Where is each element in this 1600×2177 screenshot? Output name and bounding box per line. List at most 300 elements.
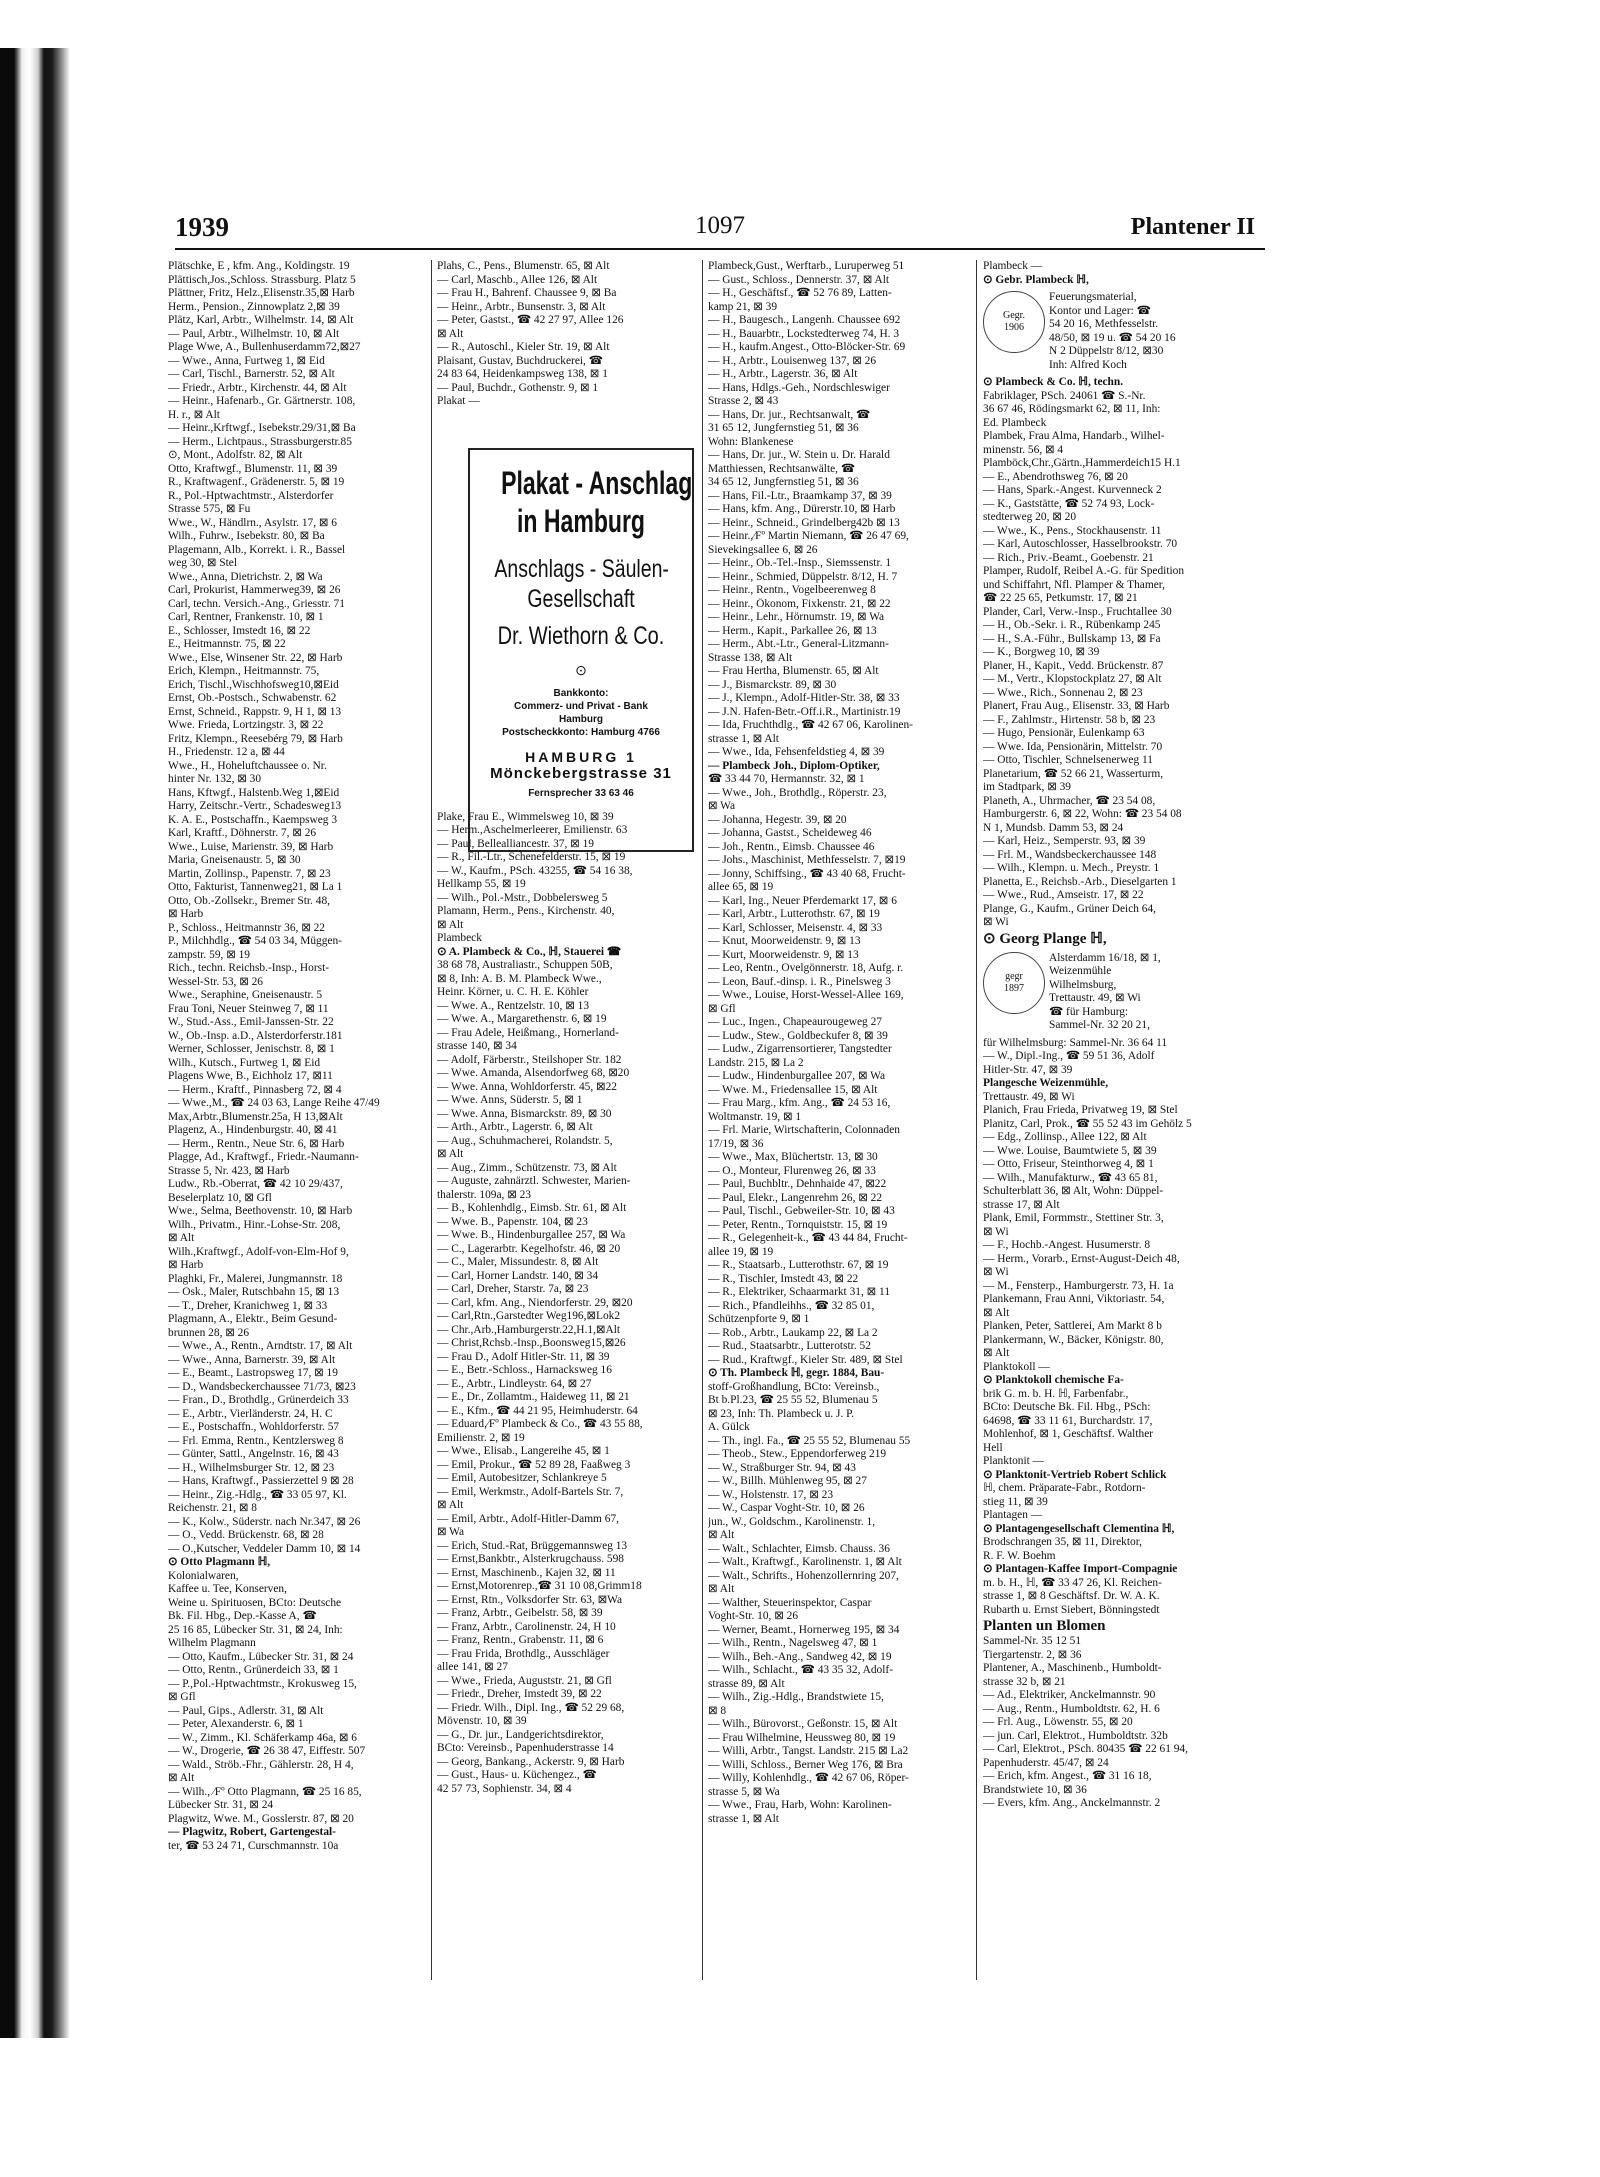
directory-entry: — Carl, Maschb., Allee 126, ⊠ Alt [437, 273, 598, 286]
directory-entry: Carl, Rentner, Frankenstr. 10, ⊠ 1 [168, 611, 324, 623]
directory-entry: Wilh., Kutsch., Furtweg 1, ⊠ Eid [168, 1056, 321, 1069]
directory-entry: Hitler-Str. 47, ⊠ 39 [983, 1063, 1073, 1076]
directory-entry: thalerstr. 109a, ⊠ 23 [437, 1188, 532, 1201]
directory-entry: — Friedr. Wilh., Dipl. Ing., ☎ 52 29 68, [437, 1701, 625, 1714]
directory-entry: — Wilh., Schlacht., ☎ 43 35 32, Adolf- [708, 1664, 893, 1676]
directory-entry: — Wilh., Pol.-Mstr., Dobbelersweg 5 [437, 891, 608, 904]
directory-entry: — R., Tischler, Imstedt 43, ⊠ 22 [708, 1272, 859, 1285]
directory-entry: — E., Dr., Zollamtm., Haideweg 11, ⊠ 21 [437, 1391, 630, 1403]
directory-entry: Wwe., Anna, Dietrichstr. 2, ⊠ Wa [168, 570, 323, 583]
directory-entry: 24 83 64, Heidenkampsweg 138, ⊠ 1 [437, 368, 608, 380]
directory-entry: Plaghki, Fr., Malerei, Jungmannstr. 18 [168, 1272, 343, 1285]
directory-entry: — Karl, Arbtr., Lutterothstr. 67, ⊠ 19 [708, 908, 880, 920]
directory-entry: — Hans, Fil.-Ltr., Braamkamp 37, ⊠ 39 [708, 489, 892, 502]
directory-entry: ⊠ Wi [983, 1266, 1009, 1278]
seal-year: 1906 [1004, 322, 1024, 333]
column-rule [431, 260, 432, 1980]
directory-entry: — Johanna, Gastst., Scheideweg 46 [708, 827, 872, 839]
ad-street: Mönckebergstrasse 31 [490, 765, 672, 782]
directory-entry: Plambeck,Gust., Werftarb., Luruperweg 51 [708, 260, 905, 272]
directory-entry: Strasse 138, ⊠ Alt [708, 651, 793, 664]
directory-entry: — W., Dipl.-Ing., ☎ 59 51 36, Adolf [983, 1050, 1155, 1062]
directory-entry: Wwe. Frieda, Lortzingstr. 3, ⊠ 22 [168, 719, 324, 731]
directory-entry: Strasse 575, ⊠ Fu [168, 503, 251, 515]
directory-entry: — Wilh., Rentn., Nagelsweg 47, ⊠ 1 [708, 1637, 878, 1649]
directory-entry: allee 65, ⊠ 19 [708, 881, 774, 893]
directory-entry: Wilh., Privatm., Hinr.-Lohse-Str. 208, [168, 1218, 341, 1231]
directory-entry: ⊙ Plantagen-Kaffee Import-Compagnie [983, 1563, 1178, 1575]
directory-entry: — Ernst,Motorenrep.,☎ 31 10 08,Grimm18 [437, 1580, 642, 1592]
directory-entry: 36 67 46, Rödingsmarkt 62, ⊠ 11, Inh: [983, 403, 1161, 415]
directory-entry: ⊠ Wa [708, 800, 736, 812]
ad-title-2: in Hamburg [516, 503, 646, 539]
directory-entry: — H., Wilhelmsburger Str. 12, ⊠ 23 [168, 1461, 335, 1474]
directory-entry: — Johanna, Hegestr. 39, ⊠ 20 [708, 813, 847, 826]
directory-entry: — Frl. Marie, Wirtschafterin, Colonnaden [708, 1124, 900, 1136]
directory-entry: — Karl, Heiz., Semperstr. 93, ⊠ 39 [983, 835, 1146, 847]
directory-entry: — W., Holstenstr. 17, ⊠ 23 [708, 1488, 834, 1501]
ad-bank-2: Hamburg [559, 714, 603, 725]
directory-entry: — Peter, Rentn., Tornquiststr. 15, ⊠ 19 [708, 1218, 888, 1231]
directory-entry: Weizenmühle [1049, 965, 1112, 977]
directory-entry: — Heinr.,⁄Fº Martin Niemann, ☎ 26 47 69, [708, 530, 909, 542]
directory-entry: — H., Bauarbtr., Lockstedterweg 74, H. 3 [708, 327, 900, 340]
directory-entry: — C., Lagerarbtr. Kegelhofstr. 46, ⊠ 20 [437, 1242, 621, 1255]
directory-entry: — Ludw., Zigarrensortierer, Tangstedter [708, 1043, 892, 1055]
directory-entry: P., Schloss., Heitmannstr 36, ⊠ 22 [168, 921, 325, 934]
directory-entry: — K., Borgweg 10, ⊠ 39 [983, 646, 1100, 658]
directory-entry: — Heinr., Schmied, Düppelstr. 8/12, H. 7 [708, 570, 898, 583]
directory-entry: Plank, Emil, Formmstr., Stettiner Str. 3, [983, 1212, 1164, 1224]
directory-entry: — Wwe. B., Papenstr. 104, ⊠ 23 [437, 1215, 588, 1228]
directory-entry: Plange, G., Kaufm., Grüner Deich 64, [983, 902, 1157, 915]
directory-entry: — Wald., Ströb.-Fhr., Gählerstr. 28, H 4, [168, 1758, 354, 1771]
directory-entry: Trettaustr. 49, ⊠ Wi [983, 1090, 1075, 1103]
directory-entry: Otto, Kraftwgf., Blumenstr. 11, ⊠ 39 [168, 462, 338, 475]
directory-entry: — Heinr., Zig.-Hdlg., ☎ 33 05 97, Kl. [168, 1488, 347, 1501]
directory-entry: ⊠ Alt [437, 918, 464, 931]
directory-entry: ⊠ 8 [708, 1704, 727, 1717]
directory-entry: stedterweg 20, ⊠ 20 [983, 511, 1077, 523]
directory-entry: — J.N. Hafen-Betr.-Off.i.R., Martinistr.19 [708, 705, 901, 718]
header-page-number: 1097 [695, 212, 745, 239]
directory-entry: — Frau Hertha, Blumenstr. 65, ⊠ Alt [708, 665, 879, 677]
directory-entry: — J., Bismarckstr. 89, ⊠ 30 [708, 678, 837, 691]
directory-entry: BCto: Deutsche Bk. Fil. Hbg., PSch: [983, 1401, 1151, 1413]
directory-entry: 54 20 16, Methfesselstr. [1049, 318, 1159, 330]
directory-entry: kamp 21, ⊠ 39 [708, 300, 778, 313]
directory-entry: ⊙ Otto Plagmann ℍ, [168, 1556, 271, 1568]
directory-entry: — Frau Wilhelmine, Heussweg 80, ⊠ 19 [708, 1731, 896, 1744]
directory-entry: — G., Dr. jur., Landgerichtsdirektor, [437, 1728, 604, 1741]
directory-entry: — Heinr., Hafenarb., Gr. Gärtnerstr. 108, [168, 395, 356, 407]
directory-entry: — Heinr., Schneid., Grindelberg42b ⊠ 13 [708, 516, 900, 529]
directory-entry: — Franz, Arbtr., Carolinenstr. 24, H 10 [437, 1620, 616, 1633]
directory-entry: — Wwe. Anna, Wohldorferstr. 45, ⊠22 [437, 1080, 617, 1093]
directory-entry: — Wwe.,M., ☎ 24 03 63, Lange Reihe 47/49 [168, 1097, 380, 1109]
directory-entry: — Carl, Horner Landstr. 140, ⊠ 34 [437, 1269, 599, 1282]
directory-entry: Feuerungsmaterial, [1049, 291, 1137, 303]
directory-entry: — Frau Marg., kfm. Ang., ☎ 24 53 16, [708, 1097, 891, 1109]
directory-entry: — Wwe. Anna, Bismarckstr. 89, ⊠ 30 [437, 1107, 612, 1120]
directory-entry: Emilienstr. 2, ⊠ 19 [437, 1431, 525, 1444]
directory-entry: Ed. Plambeck [983, 416, 1047, 429]
directory-entry: — Rich., Pfandleihhs., ☎ 32 85 01, [708, 1299, 875, 1312]
directory-entry: — E., Arbtr., Vierländerstr. 24, H. C [168, 1407, 333, 1420]
directory-entry: — Heinr., Ob.-Tel.-Insp., Siemssenstr. 1 [708, 557, 892, 569]
directory-entry: — Wwe., Louise, Horst-Wessel-Allee 169, [708, 989, 904, 1001]
directory-entry: Plamann, Herm., Pens., Kirchenstr. 40, [437, 905, 615, 917]
directory-entry: Planten un Blomen [983, 1618, 1106, 1634]
directory-entry: R., Pol.-Hptwachtmstr., Alsterdorfer [168, 489, 334, 502]
directory-entry: ⊠ Alt [437, 1499, 464, 1511]
directory-entry: — Leon, Bauf.-dinsp. i. R., Pinelsweg 3 [708, 975, 891, 988]
directory-entry: — Ludw., Stew., Goldbeckufer 8, ⊠ 39 [708, 1029, 888, 1042]
directory-entry: — F., Hochb.-Angest. Husumerstr. 8 [983, 1239, 1151, 1251]
directory-entry: — Frau H., Bahrenf. Chaussee 9, ⊠ Ba [437, 287, 617, 299]
directory-entry: — Eduard,⁄Fº Plambeck & Co., ☎ 43 55 88, [437, 1418, 643, 1430]
directory-entry: ⊠ Wi [983, 916, 1009, 928]
plakat-advertisement [468, 448, 694, 852]
directory-entry: — H., Ob.-Sekr. i. R., Rübenkamp 245 [983, 619, 1161, 631]
directory-entry: — Herm., Kraftf., Pinnasberg 72, ⊠ 4 [168, 1083, 342, 1096]
directory-entry: — W., Straßburger Str. 94, ⊠ 43 [708, 1461, 856, 1474]
directory-entry: Plakat — [437, 395, 480, 407]
directory-entry: K. A. E., Postschaffn., Kaempsweg 3 [168, 813, 338, 826]
directory-entry: — Frl. M., Wandsbeckerchaussee 148 [983, 848, 1157, 861]
directory-entry: stieg 11, ⊠ 39 [983, 1495, 1048, 1508]
directory-entry: — Johs., Maschinist, Methfesselstr. 7, ⊠19 [708, 854, 906, 866]
directory-entry: — Christ,Rchsb.-Insp.,Boonsweg15,⊠26 [437, 1337, 626, 1349]
directory-entry: Beselerplatz 10, ⊠ Gfl [168, 1191, 272, 1204]
directory-entry: — Wwe. Ida, Pensionärin, Mittelstr. 70 [983, 740, 1163, 753]
directory-entry: Voght-Str. 10, ⊠ 26 [708, 1610, 799, 1622]
directory-entry: — Evers, kfm. Ang., Anckelmannstr. 2 [983, 1797, 1161, 1809]
directory-entry: Plagge, Ad., Kraftwgf., Friedr.-Naumann- [168, 1151, 359, 1163]
directory-entry: Rich., techn. Reichsb.-Insp., Horst- [168, 962, 330, 974]
directory-entry: ⊙ Plantagengesellschaft Clementina ℍ, [983, 1522, 1175, 1535]
directory-entry: P., Milchhdlg., ☎ 54 03 34, Müggen- [168, 935, 342, 947]
directory-entry: — Wwe. B., Hindenburgallee 257, ⊠ Wa [437, 1229, 626, 1241]
directory-entry: — T., Dreher, Kranichweg 1, ⊠ 33 [168, 1299, 328, 1312]
directory-entry: — Leo, Rentn., Ovelgönnerstr. 18, Aufg. r. [708, 962, 904, 974]
directory-entry: — Wwe., Anna, Furtweg 1, ⊠ Eid [168, 354, 325, 367]
directory-entry: ☎ für Hamburg: [1049, 1005, 1129, 1018]
directory-entry: — Otto, Rentn., Grünerdeich 33, ⊠ 1 [168, 1664, 339, 1676]
directory-entry: Plätz, Karl, Arbtr., Wilhelmstr. 14, ⊠ Alt [168, 314, 354, 326]
directory-entry: Max,Arbtr.,Blumenstr.25a, H 13,⊠Alt [168, 1110, 343, 1123]
directory-entry: Plagmann, A., Elektr., Beim Gesund- [168, 1313, 338, 1325]
directory-entry: Bt b.Pl.23, ☎ 25 55 52, Blumenau 5 [708, 1394, 878, 1406]
directory-entry: Hans, Kftwgf., Halstenb.Weg 1,⊠Eid [168, 786, 340, 799]
directory-entry: ☎ 22 25 65, Petkumstr. 17, ⊠ 21 [983, 592, 1138, 604]
directory-entry: — Carl, Dreher, Starstr. 7a, ⊠ 23 [437, 1283, 589, 1295]
directory-entry: Plake, Frau E., Wimmelsweg 10, ⊠ 39 [437, 810, 614, 823]
directory-entry: Kontor und Lager: ☎ [1049, 304, 1151, 317]
directory-entry: Brodschrangen 35, ⊠ 11, Direktor, [983, 1536, 1142, 1548]
directory-entry: — Ad., Elektriker, Anckelmannstr. 90 [983, 1689, 1156, 1701]
directory-entry: ⊠ Alt [168, 1232, 195, 1244]
directory-entry: — Wwe. Amanda, Alsendorfweg 68, ⊠20 [437, 1067, 630, 1079]
directory-entry: strasse 1, ⊠ 8 Geschäftsf. Dr. W. A. K. [983, 1590, 1160, 1602]
directory-entry: ⊠ Alt [708, 1529, 735, 1541]
directory-entry: — Wwe. A., Rentzelstr. 10, ⊠ 13 [437, 999, 590, 1012]
directory-entry: E., Schlosser, Imstedt 16, ⊠ 22 [168, 624, 311, 637]
directory-entry: — Edg., Zollinsp., Allee 122, ⊠ Alt [983, 1131, 1147, 1143]
column-1 [168, 260, 426, 1950]
directory-entry: allee 141, ⊠ 27 [437, 1661, 508, 1673]
directory-entry: — W., Kaufm., PSch. 43255, ☎ 54 16 38, [437, 864, 633, 877]
directory-entry: — W., Drogerie, ☎ 26 38 47, Eiffestr. 507 [168, 1745, 366, 1757]
directory-entry: — R., Fil.-Ltr., Schenefelderstr. 15, ⊠ 19 [437, 851, 626, 863]
directory-entry: Wwe., Luise, Marienstr. 39, ⊠ Harb [168, 840, 334, 853]
directory-entry: — E., Arbtr., Lindleystr. 64, ⊠ 27 [437, 1377, 592, 1390]
directory-entry: — Jonny, Schiffsing., ☎ 43 40 68, Frucht- [708, 867, 906, 880]
directory-entry: — Walt., Schlachter, Eimsb. Chauss. 36 [708, 1542, 890, 1555]
directory-entry: Planetarium, ☎ 52 66 21, Wasserturm, [983, 767, 1164, 780]
directory-entry: Mohlenhof, ⊠ 1, Geschäftsf. Walther [983, 1428, 1154, 1440]
directory-entry: — Rud., Kraftwgf., Kieler Str. 489, ⊠ Stel [708, 1353, 903, 1366]
directory-entry: strasse 89, ⊠ Alt [708, 1677, 785, 1690]
directory-entry: Alsterdamm 16/18, ⊠ 1, [1049, 951, 1161, 964]
directory-entry: Plantagen — [983, 1509, 1043, 1521]
directory-entry: — Wwe., Anna, Barnerstr. 39, ⊠ Alt [168, 1353, 336, 1366]
directory-entry: Fritz, Klempn., Reesebérg 79, ⊠ Harb [168, 732, 343, 745]
directory-entry: — Heinr.,Krftwgf., Isebekstr.29/31,⊠ Ba [168, 422, 356, 434]
directory-entry: Mövenstr. 10, ⊠ 39 [437, 1715, 527, 1727]
directory-entry: strasse 140, ⊠ 34 [437, 1040, 517, 1052]
directory-entry: BCto: Vereinsb., Papenhuderstrasse 14 [437, 1742, 614, 1754]
directory-entry: — Emil, Prokur., ☎ 52 89 28, Faaßweg 3 [437, 1458, 631, 1471]
directory-entry: — Hugo, Pensionär, Eulenkamp 63 [983, 727, 1145, 739]
directory-entry: ⊠ Gfl [708, 1002, 736, 1015]
directory-entry: 34 65 12, Jungfernstieg 51, ⊠ 36 [708, 476, 859, 488]
directory-entry: Reichenstr. 21, ⊠ 8 [168, 1502, 257, 1514]
directory-entry: Plättner, Fritz, Helz.,Elisenstr.35,⊠ Harb [168, 287, 355, 299]
directory-entry: — Franz, Rentn., Grabenstr. 11, ⊠ 6 [437, 1634, 604, 1646]
directory-entry: Wwe., Selma, Beethovenstr. 10, ⊠ Harb [168, 1205, 353, 1217]
directory-entry: ⊙ Gebr. Plambeck ℍ, [983, 273, 1089, 286]
directory-entry: — W., Billh. Mühlenweg 95, ⊠ 27 [708, 1475, 867, 1487]
directory-entry: Plangesche Weizenmühle, [983, 1077, 1109, 1089]
column-rule [702, 260, 703, 1980]
directory-entry: — Osk., Maler, Rutschbahn 15, ⊠ 13 [168, 1286, 340, 1298]
directory-entry: — K., Gaststätte, ☎ 52 74 93, Lock- [983, 497, 1155, 510]
directory-entry: — E., Betr.-Schloss., Harnacksweg 16 [437, 1364, 612, 1376]
directory-entry: ⊠ Wa [437, 1526, 465, 1538]
directory-entry: Planitz, Carl, Prok., ☎ 55 52 43 im Gehölz 5 [983, 1117, 1192, 1130]
directory-entry: Wessel-Str. 53, ⊠ 26 [168, 975, 264, 988]
directory-entry: Plankemann, Frau Anni, Viktoriastr. 54, [983, 1293, 1165, 1305]
directory-entry: Ludw., Rb.-Oberrat, ☎ 42 10 29/437, [168, 1178, 343, 1190]
directory-entry: — Walt., Kraftwgf., Karolinenstr. 1, ⊠ Alt [708, 1556, 902, 1568]
directory-entry: Wilhelmsburg, [1049, 978, 1117, 991]
directory-entry: — Carl, Tischl., Barnerstr. 52, ⊠ Alt [168, 368, 335, 380]
directory-entry: Karl, Kraftf., Döhnerstr. 7, ⊠ 26 [168, 827, 317, 839]
directory-entry: Schulterblatt 36, ⊠ Alt, Wohn: Düppel- [983, 1185, 1164, 1197]
directory-entry: — Willy, Kohlenhdlg., ☎ 42 67 06, Röper- [708, 1772, 909, 1784]
directory-entry: — P.,Pol.-Hptwachtmstr., Krokusweg 15, [168, 1677, 357, 1690]
directory-entry: — O.,Kutscher, Veddeler Damm 10, ⊠ 14 [168, 1542, 361, 1555]
directory-entry: — R., Autoschl., Kieler Str. 19, ⊠ Alt [437, 341, 610, 353]
directory-entry: Plambeck [437, 932, 482, 944]
directory-entry: Hamburgerstr. 6, ⊠ 22, Wohn: ☎ 23 54 08 [983, 808, 1182, 820]
directory-entry: — Karl, Schlosser, Meisenstr. 4, ⊠ 33 [708, 921, 883, 934]
directory-entry: Wwe., Else, Winsener Str. 22, ⊠ Harb [168, 651, 343, 664]
directory-entry: — Gust., Schloss., Dennerstr. 37, ⊠ Alt [708, 273, 890, 286]
seal-emblem-icon [983, 952, 1045, 1014]
directory-entry: Plamböck,Chr.,Gärtn.,Hammerdeich15 H.1 [983, 457, 1181, 469]
directory-entry: — H., Baugesch., Langenh. Chaussee 692 [708, 314, 901, 326]
directory-entry: Planeth, A., Uhrmacher, ☎ 23 54 08, [983, 794, 1156, 807]
ad-subtitle: Anschlags - Säulen- [494, 555, 669, 583]
directory-entry: Wwe., W., Händlrn., Asylstr. 17, ⊠ 6 [168, 516, 338, 529]
directory-entry: brik G. m. b. H. ℍ, Farbenfabr., [983, 1387, 1129, 1400]
directory-entry: — Emil, Arbtr., Adolf-Hitler-Damm 67, [437, 1512, 619, 1525]
directory-entry: und Schiffahrt, Nfl. Plamper & Thamer, [983, 578, 1165, 591]
directory-entry: W., Stud.-Ass., Emil-Janssen-Str. 22 [168, 1016, 334, 1028]
directory-entry: Erich, Tischl.,Wischhofsweg10,⊠Eid [168, 678, 339, 691]
directory-entry: Herm., Pension., Zinnowplatz 2,⊠ 39 [168, 300, 340, 313]
directory-entry: — Rich., Priv.-Beamt., Goebenstr. 21 [983, 551, 1154, 564]
directory-entry: — Franz, Arbtr., Geibelstr. 58, ⊠ 39 [437, 1607, 603, 1619]
directory-entry: Schützenpforte 9, ⊠ 1 [708, 1313, 810, 1325]
directory-entry: — E., Kfm., ☎ 44 21 95, Heimhuderstr. 64 [437, 1404, 638, 1417]
directory-entry: — Karl, Autoschlosser, Hasselbrookstr. 70 [983, 538, 1178, 550]
directory-entry: Planich, Frau Frieda, Privatweg 19, ⊠ Stel [983, 1104, 1178, 1116]
directory-entry: — Emil, Autobesitzer, Schlankreye 5 [437, 1472, 607, 1484]
directory-entry: — Chr.,Arb.,Hamburgerstr.22,H.1,⊠Alt [437, 1323, 621, 1336]
directory-entry: — Wwe. M., Friedensallee 15, ⊠ Alt [708, 1083, 878, 1096]
directory-entry: ⊙ Plambeck & Co. ℍ, techn. [983, 376, 1124, 388]
ad-postcheck: Postscheckkonto: Hamburg 4766 [502, 727, 660, 738]
page-header [175, 210, 1265, 250]
directory-entry: zampstr. 59, ⊠ 19 [168, 948, 250, 961]
directory-entry: Plagenz, A., Hindenburgstr. 40, ⊠ 41 [168, 1124, 338, 1136]
directory-entry: — Willi, Schloss., Berner Weg 176, ⊠ Bra [708, 1758, 903, 1771]
directory-entry: — Aug., Rentn., Humboldtstr. 62, H. 6 [983, 1702, 1160, 1715]
directory-entry: Wwe., Seraphine, Gneisenaustr. 5 [168, 989, 323, 1001]
directory-entry: Plahs, C., Pens., Blumenstr. 65, ⊠ Alt [437, 260, 610, 272]
directory-entry: — Herm.,Aschelmerleerer, Emilienstr. 63 [437, 824, 628, 836]
directory-entry: — Aug., Schuhmacherei, Rolandstr. 5, [437, 1134, 613, 1147]
directory-entry: ⊠ 8, Inh: A. B. M. Plambeck Wwe., [437, 972, 602, 985]
directory-entry: — M., Fensterp., Hamburgerstr. 73, H. 1a [983, 1279, 1174, 1292]
directory-entry: 17/19, ⊠ 36 [708, 1137, 764, 1150]
directory-entry: — Hans, Dr. jur., Rechtsanwalt, ☎ [708, 408, 871, 421]
directory-entry: Ernst, Ob.-Postsch., Schwabenstr. 62 [168, 692, 337, 704]
directory-entry: — Herm., Kapit., Parkallee 26, ⊠ 13 [708, 624, 877, 637]
directory-entry: ⊠ 23, Inh: Th. Plambeck u. J. P. [708, 1407, 855, 1420]
directory-entry: — Werner, Beamt., Hornerweg 195, ⊠ 34 [708, 1623, 900, 1636]
directory-entry: — Ernst, Rtn., Volksdorfer Str. 63, ⊠Wa [437, 1593, 623, 1606]
directory-entry: — W., Caspar Voght-Str. 10, ⊠ 26 [708, 1502, 865, 1514]
directory-entry: strasse 32 b, ⊠ 21 [983, 1675, 1066, 1688]
directory-entry: — Theob., Stew., Eppendorferweg 219 [708, 1448, 887, 1460]
directory-entry: W., Ob.-Insp. a.D., Alsterdorferstr.181 [168, 1029, 343, 1042]
directory-entry: — Carl, Elektrot., PSch. 80435 ☎ 22 61 94, [983, 1743, 1188, 1755]
directory-entry: Plander, Carl, Verw.-Insp., Fruchtallee 30 [983, 605, 1172, 618]
directory-entry: Bk. Fil. Hbg., Dep.-Kasse A, ☎ [168, 1610, 317, 1622]
directory-entry: — C., Maler, Missundestr. 8, ⊠ Alt [437, 1256, 599, 1268]
directory-entry: — Ernst, Maschinenb., Kajen 32, ⊠ 11 [437, 1566, 616, 1579]
directory-entry: strasse 5, ⊠ Wa [708, 1785, 780, 1798]
directory-entry: — Joh., Rentn., Eimsb. Chaussee 46 [708, 840, 875, 853]
directory-entry: E., Heitmannstr. 75, ⊠ 22 [168, 638, 286, 650]
directory-entry: Carl, Prokurist, Hammerweg39, ⊠ 26 [168, 584, 341, 596]
directory-entry: Erich, Klempn., Heitmannstr. 75, [168, 665, 320, 677]
directory-entry: — Carl, kfm. Ang., Niendorferstr. 29, ⊠20 [437, 1296, 633, 1309]
directory-entry: — Paul, Gips., Adlerstr. 31, ⊠ Alt [168, 1704, 324, 1717]
directory-entry: Strasse 5, Nr. 423, ⊠ Harb [168, 1164, 290, 1177]
directory-entry: Martin, Zollinsp., Papenstr. 7, ⊠ 23 [168, 867, 331, 880]
directory-entry: — Herm., Rentn., Neue Str. 6, ⊠ Harb [168, 1137, 345, 1150]
directory-entry: — Wilh., Bürovorst., Geßonstr. 15, ⊠ Alt [708, 1718, 898, 1730]
directory-entry: 64698, ☎ 33 11 61, Burchardstr. 17, [983, 1414, 1153, 1427]
directory-entry: — Paul, Tischl., Gebweiler-Str. 10, ⊠ 43 [708, 1205, 895, 1217]
directory-entry: strasse 1, ⊠ Alt [708, 1812, 779, 1825]
directory-entry: ⊠ Harb [168, 1259, 204, 1271]
directory-entry: — Paul, Elekr., Langenrehm 26, ⊠ 22 [708, 1191, 883, 1204]
directory-entry: Brandstwiete 10, ⊠ 36 [983, 1783, 1087, 1796]
directory-entry: — Frau Adele, Heißmang., Hornerland- [437, 1026, 619, 1039]
ad-bank-1: Commerz- und Privat - Bank [514, 701, 648, 712]
directory-entry: — Hans, Hdlgs.-Geh., Nordschleswiger [708, 381, 890, 394]
directory-entry: ⊠ Alt [983, 1306, 1010, 1319]
directory-entry: A. Gülck [708, 1421, 750, 1433]
directory-entry: — Fran., D., Brothdlg., Grünerdeich 33 [168, 1394, 349, 1406]
directory-entry: Fabriklager, PSch. 24061 ☎ S.-Nr. [983, 389, 1146, 402]
directory-entry: Plagens Wwe, B., Eichholz 17, ⊠11 [168, 1070, 333, 1082]
directory-entry: Plantener, A., Maschinenb., Humboldt- [983, 1662, 1162, 1674]
directory-entry: — Erich, Stud.-Rat, Brüggemannsweg 13 [437, 1539, 628, 1552]
seal-year: 1897 [1004, 982, 1024, 994]
directory-entry: — F., Zahlmstr., Hirtenstr. 58 b, ⊠ 23 [983, 713, 1156, 726]
directory-entry: Landstr. 215, ⊠ La 2 [708, 1056, 804, 1069]
directory-entry: — Wilh., Zig.-Hdlg., Brandstwiete 15, [708, 1691, 884, 1703]
directory-entry: Sievekingsallee 6, ⊠ 26 [708, 543, 818, 556]
directory-entry: R., Kraftwagenf., Grädenerstr. 5, ⊠ 19 [168, 476, 345, 488]
directory-entry: — E., Postschaffn., Wohldorferstr. 57 [168, 1421, 340, 1433]
directory-entry: im Stadtpark, ⊠ 39 [983, 781, 1072, 793]
directory-entry: — Paul, Arbtr., Wilhelmstr. 10, ⊠ Alt [168, 327, 340, 340]
directory-entry: — Rob., Arbtr., Laukamp 22, ⊠ La 2 [708, 1326, 878, 1339]
directory-entry: Planktokoll — [983, 1360, 1050, 1373]
directory-entry: — Wwe., K., Pens., Stockhausenstr. 11 [983, 524, 1162, 537]
directory-entry: — Walther, Steuerinspektor, Caspar [708, 1596, 872, 1609]
directory-entry: Plamper, Rudolf, Reibel A.-G. für Spedition [983, 565, 1185, 577]
directory-entry: — Frau Frida, Brothdlg., Ausschläger [437, 1647, 610, 1660]
directory-entry: — M., Vertr., Klopstockplatz 27, ⊠ Alt [983, 673, 1162, 685]
directory-entry: ⊠ Alt [437, 327, 464, 340]
header-year: 1939 [175, 212, 229, 242]
directory-entry: — Wwe. Louise, Baumtwiete 5, ⊠ 39 [983, 1144, 1157, 1157]
directory-entry: — Peter, Gastst., ☎ 42 27 97, Allee 126 [437, 314, 624, 326]
directory-entry: ⊙ A. Plambeck & Co., ℍ, Stauerei ☎ [437, 945, 622, 958]
directory-entry: Wilhelm Plagmann [168, 1637, 256, 1649]
directory-entry: 38 68 78, Australiastr., Schuppen 50B, [437, 959, 613, 971]
ad-company: Dr. Wiethorn & Co. [497, 622, 665, 650]
directory-entry: — jun. Carl, Elektrot., Humboldtstr. 32b [983, 1729, 1168, 1742]
directory-entry: — R., Gelegenheit-k., ☎ 43 44 84, Frucht- [708, 1232, 908, 1244]
directory-entry: — Hans, Kraftwgf., Passierzettel 9 ⊠ 28 [168, 1475, 354, 1487]
directory-entry: Frau Toni, Neuer Steinweg 7, ⊠ 11 [168, 1002, 329, 1015]
directory-entry: ⊙ Planktokoll chemische Fa- [983, 1374, 1124, 1386]
directory-entry: Rubarth u. Ernst Siebert, Bönningstedt [983, 1603, 1160, 1616]
seal-emblem-icon [983, 291, 1045, 353]
directory-entry: ⊠ Alt [437, 1148, 464, 1160]
directory-entry: — Paul, Buchbltr., Dehnhaide 47, ⊠22 [708, 1178, 887, 1190]
